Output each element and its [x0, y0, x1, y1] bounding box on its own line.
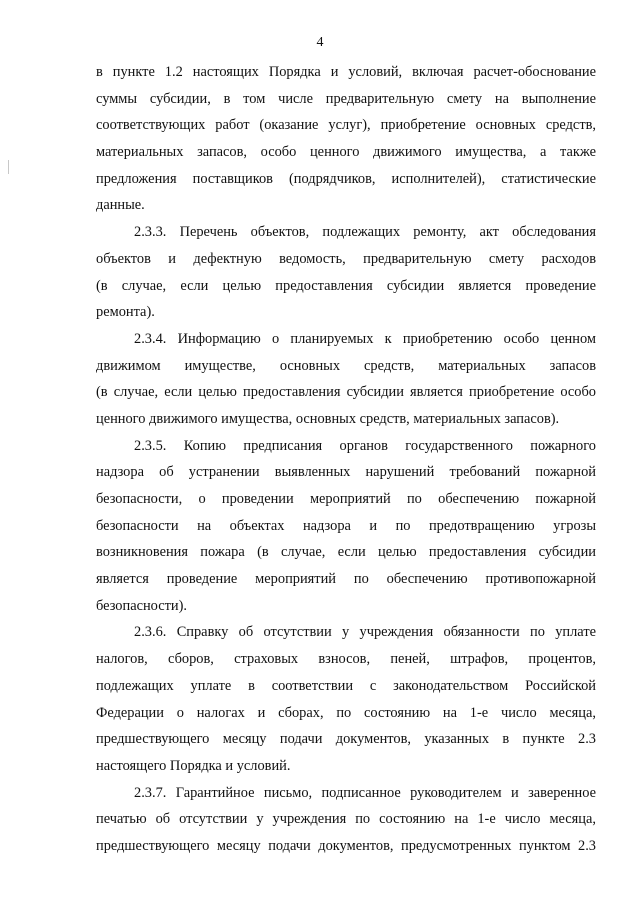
paragraph-line: настоящего Порядка и условий.	[96, 757, 291, 774]
paragraph-line: (в случае, если целью предоставления субсидии является проведение	[96, 277, 596, 294]
paragraph-line: безопасности).	[96, 597, 187, 614]
paragraph-line: 2.3.6. Справку об отсутствии у учреждения обязанности по уплате	[134, 624, 596, 641]
paragraph-line: 2.3.3. Перечень объектов, подлежащих ремонту, акт обследования	[134, 224, 596, 241]
paragraph	[96, 433, 596, 620]
paragraph-line: движимом имуществе, основных средств, материальных запасов	[96, 357, 596, 374]
paragraph-line: 2.3.5. Копию предписания органов государственного пожарного	[134, 437, 596, 454]
paragraph-line: 2.3.7. Гарантийное письмо, подписанное руководителем и заверенное	[134, 784, 596, 801]
paragraph-line: данные.	[96, 197, 145, 214]
paragraph-line: печатью об отсутствии у учреждения по состоянию на 1-е число месяца,	[96, 811, 596, 828]
paragraph-line: предложения поставщиков (подрядчиков, исполнителей), статистические	[96, 170, 596, 187]
paragraph-line: надзора об устранении выявленных нарушений требований пожарной	[96, 464, 596, 481]
paragraph-line: Федерации о налогах и сборах, по состоянию на 1-е число месяца,	[96, 704, 596, 721]
paragraph-line: суммы субсидии, в том числе предварительную смету на выполнение	[96, 90, 596, 107]
page-number: 4	[316, 35, 324, 50]
paragraph-line: возникновения пожара (в случае, если целью предоставления субсидии	[96, 544, 596, 561]
paragraph-line: безопасности, о проведении мероприятий по обеспечению пожарной	[96, 491, 596, 507]
paragraph-line: ремонта).	[96, 304, 155, 321]
paragraph-line: (в случае, если целью предоставления субсидии является приобретение особо	[96, 384, 596, 401]
paragraph-line: налогов, сборов, страховых взносов, пеней, штрафов, процентов,	[96, 651, 596, 668]
paragraph	[96, 326, 596, 433]
paragraph	[96, 219, 596, 326]
paragraph-line: объектов и дефектную ведомость, предварительную смету расходов	[96, 250, 596, 267]
paragraph-line: материальных запасов, особо ценного движимого имущества, а также	[96, 144, 596, 161]
paragraph-line: подлежащих уплате в соответствии с законодательством Российской	[96, 677, 596, 694]
document-body	[96, 59, 596, 860]
paragraph-line: в пункте 1.2 настоящих Порядка и условий, включая расчет-обоснование	[96, 64, 596, 80]
paragraph	[96, 59, 596, 219]
paragraph-line: предшествующего месяцу подачи документов, указанных в пункте 2.3	[96, 731, 596, 748]
paragraph-line: ценного движимого имущества, основных средств, материальных запасов).	[96, 410, 560, 427]
paragraph	[96, 780, 596, 860]
paragraph	[96, 619, 596, 779]
paragraph-line: безопасности на объектах надзора и по предотвращению угрозы	[96, 517, 596, 534]
paragraph-line: является проведение мероприятий по обеспечению противопожарной	[96, 571, 596, 588]
paragraph-line: предшествующего месяцу подачи документов, предусмотренных пунктом 2.3	[96, 837, 596, 854]
scan-mark	[8, 160, 9, 174]
paragraph-line: соответствующих работ (оказание услуг), приобретение основных средств,	[96, 117, 596, 134]
paragraph-line: 2.3.4. Информацию о планируемых к приобретению особо ценном	[134, 330, 596, 347]
